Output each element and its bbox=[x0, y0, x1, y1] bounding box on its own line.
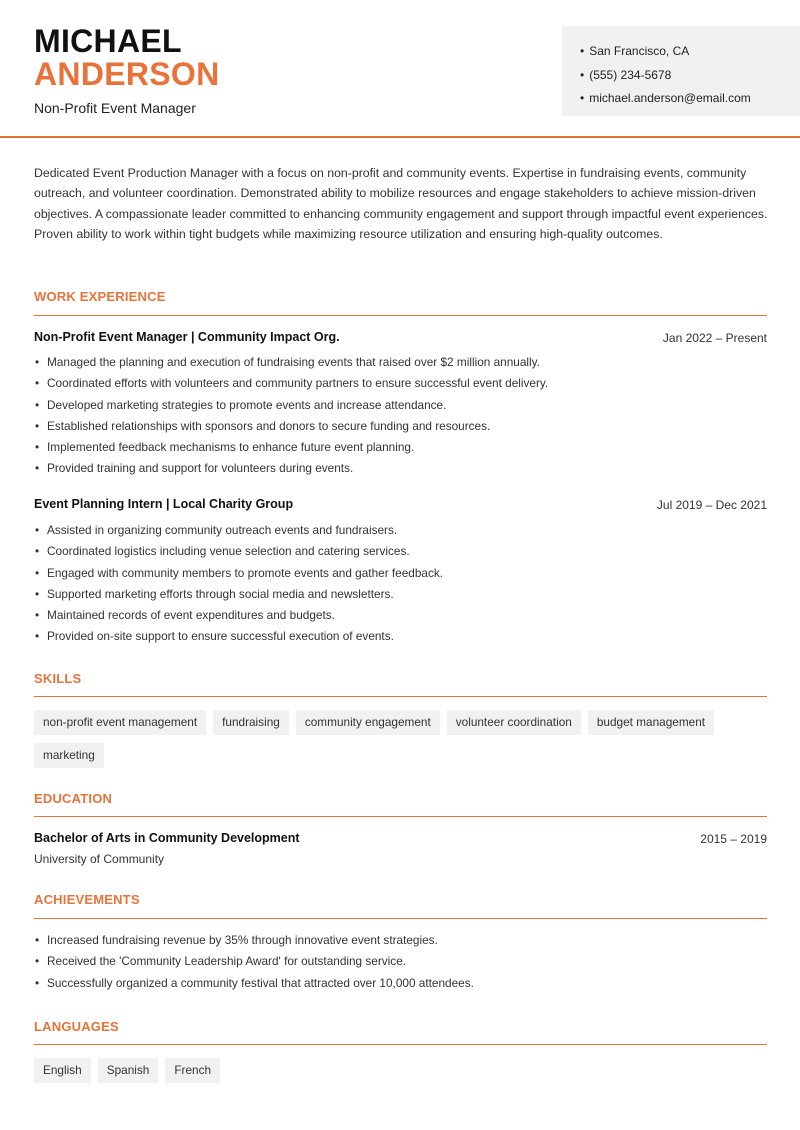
professional-summary: Dedicated Event Production Manager with a focus on non-profit and community events. Expertise in fundraising events, community outreach, and volunteer coordination. Demonstrated ability to mobilize resources and engage stakeholders to achieve mission-driven objectives. A compassionate leader committed to enhancing community engagement and support through impactful event experiences. Proven ability to work within tight budgets while maximizing resource utilization and ensuring high-quality outcomes. bbox=[34, 166, 768, 242]
achievements-divider bbox=[34, 918, 767, 919]
skill-tag: volunteer coordination bbox=[447, 710, 581, 735]
skill-tag: community engagement bbox=[296, 710, 440, 735]
list-item: • Engaged with community members to promote events and gather feedback. bbox=[34, 563, 767, 584]
resume-header bbox=[0, 0, 800, 138]
job-2-dates: Jul 2019 – Dec 2021 bbox=[656, 498, 767, 512]
list-item: • Increased fundraising revenue by 35% through innovative event strategies. bbox=[34, 930, 767, 951]
job-2-bullets bbox=[34, 520, 767, 648]
list-item: • Provided on-site support to ensure successful execution of events. bbox=[34, 626, 767, 647]
list-item: • Developed marketing strategies to promote events and increase attendance. bbox=[34, 395, 767, 416]
list-item: • Coordinated logistics including venue selection and catering services. bbox=[34, 541, 767, 562]
work-experience-divider bbox=[34, 315, 767, 316]
skills-heading: SKILLS bbox=[34, 671, 82, 686]
job-1-title: Non-Profit Event Manager | Community Impact Org. bbox=[34, 330, 340, 344]
list-item: • Maintained records of event expenditures and budgets. bbox=[34, 605, 767, 626]
job-1-dates: Jan 2022 – Present bbox=[662, 331, 767, 345]
languages-tags bbox=[34, 1058, 767, 1083]
skill-tag: fundraising bbox=[213, 710, 289, 735]
job-2-title: Event Planning Intern | Local Charity Group bbox=[34, 497, 294, 511]
list-item: • Supported marketing efforts through social media and newsletters. bbox=[34, 584, 767, 605]
list-item: • Coordinated efforts with volunteers and community partners to ensure successful event delivery. bbox=[34, 373, 767, 394]
list-item: • Received the 'Community Leadership Award' for outstanding service. bbox=[34, 951, 767, 972]
list-item: • Provided training and support for volunteers during events. bbox=[34, 458, 767, 479]
language-tag: English bbox=[34, 1058, 91, 1083]
job-title: Non-Profit Event Manager bbox=[34, 100, 196, 116]
last-name: ANDERSON bbox=[34, 56, 220, 92]
education-heading: EDUCATION bbox=[34, 791, 113, 806]
contact-box bbox=[562, 26, 800, 116]
achievements-list bbox=[34, 930, 767, 994]
education-dates: 2015 – 2019 bbox=[700, 832, 767, 846]
skill-tag: non-profit event management bbox=[34, 710, 206, 735]
work-experience-heading: WORK EXPERIENCE bbox=[34, 289, 166, 304]
skill-tag: marketing bbox=[34, 743, 104, 768]
languages-heading: LANGUAGES bbox=[34, 1019, 119, 1034]
skills-divider bbox=[34, 696, 767, 697]
languages-divider bbox=[34, 1044, 767, 1045]
list-item: • Implemented feedback mechanisms to enhance future event planning. bbox=[34, 437, 767, 458]
list-item: • Established relationships with sponsors and donors to secure funding and resources. bbox=[34, 416, 767, 437]
school-name: University of Community bbox=[34, 852, 165, 866]
list-item: • Managed the planning and execution of fundraising events that raised over $2 million annually. bbox=[34, 352, 767, 373]
language-tag: French bbox=[165, 1058, 220, 1083]
language-tag: Spanish bbox=[98, 1058, 159, 1083]
contact-location: • San Francisco, CA bbox=[580, 40, 800, 64]
contact-phone: • (555) 234-5678 bbox=[580, 64, 800, 88]
degree-title: Bachelor of Arts in Community Development bbox=[34, 831, 300, 845]
skills-tags bbox=[34, 710, 767, 768]
achievements-heading: ACHIEVEMENTS bbox=[34, 892, 140, 907]
contact-email[interactable]: • michael.anderson@email.com bbox=[580, 87, 800, 111]
job-1-bullets bbox=[34, 352, 767, 480]
list-item: • Successfully organized a community festival that attracted over 10,000 attendees. bbox=[34, 973, 767, 994]
education-divider bbox=[34, 816, 767, 817]
first-name: MICHAEL bbox=[34, 23, 182, 59]
skill-tag: budget management bbox=[588, 710, 714, 735]
list-item: • Assisted in organizing community outreach events and fundraisers. bbox=[34, 520, 767, 541]
